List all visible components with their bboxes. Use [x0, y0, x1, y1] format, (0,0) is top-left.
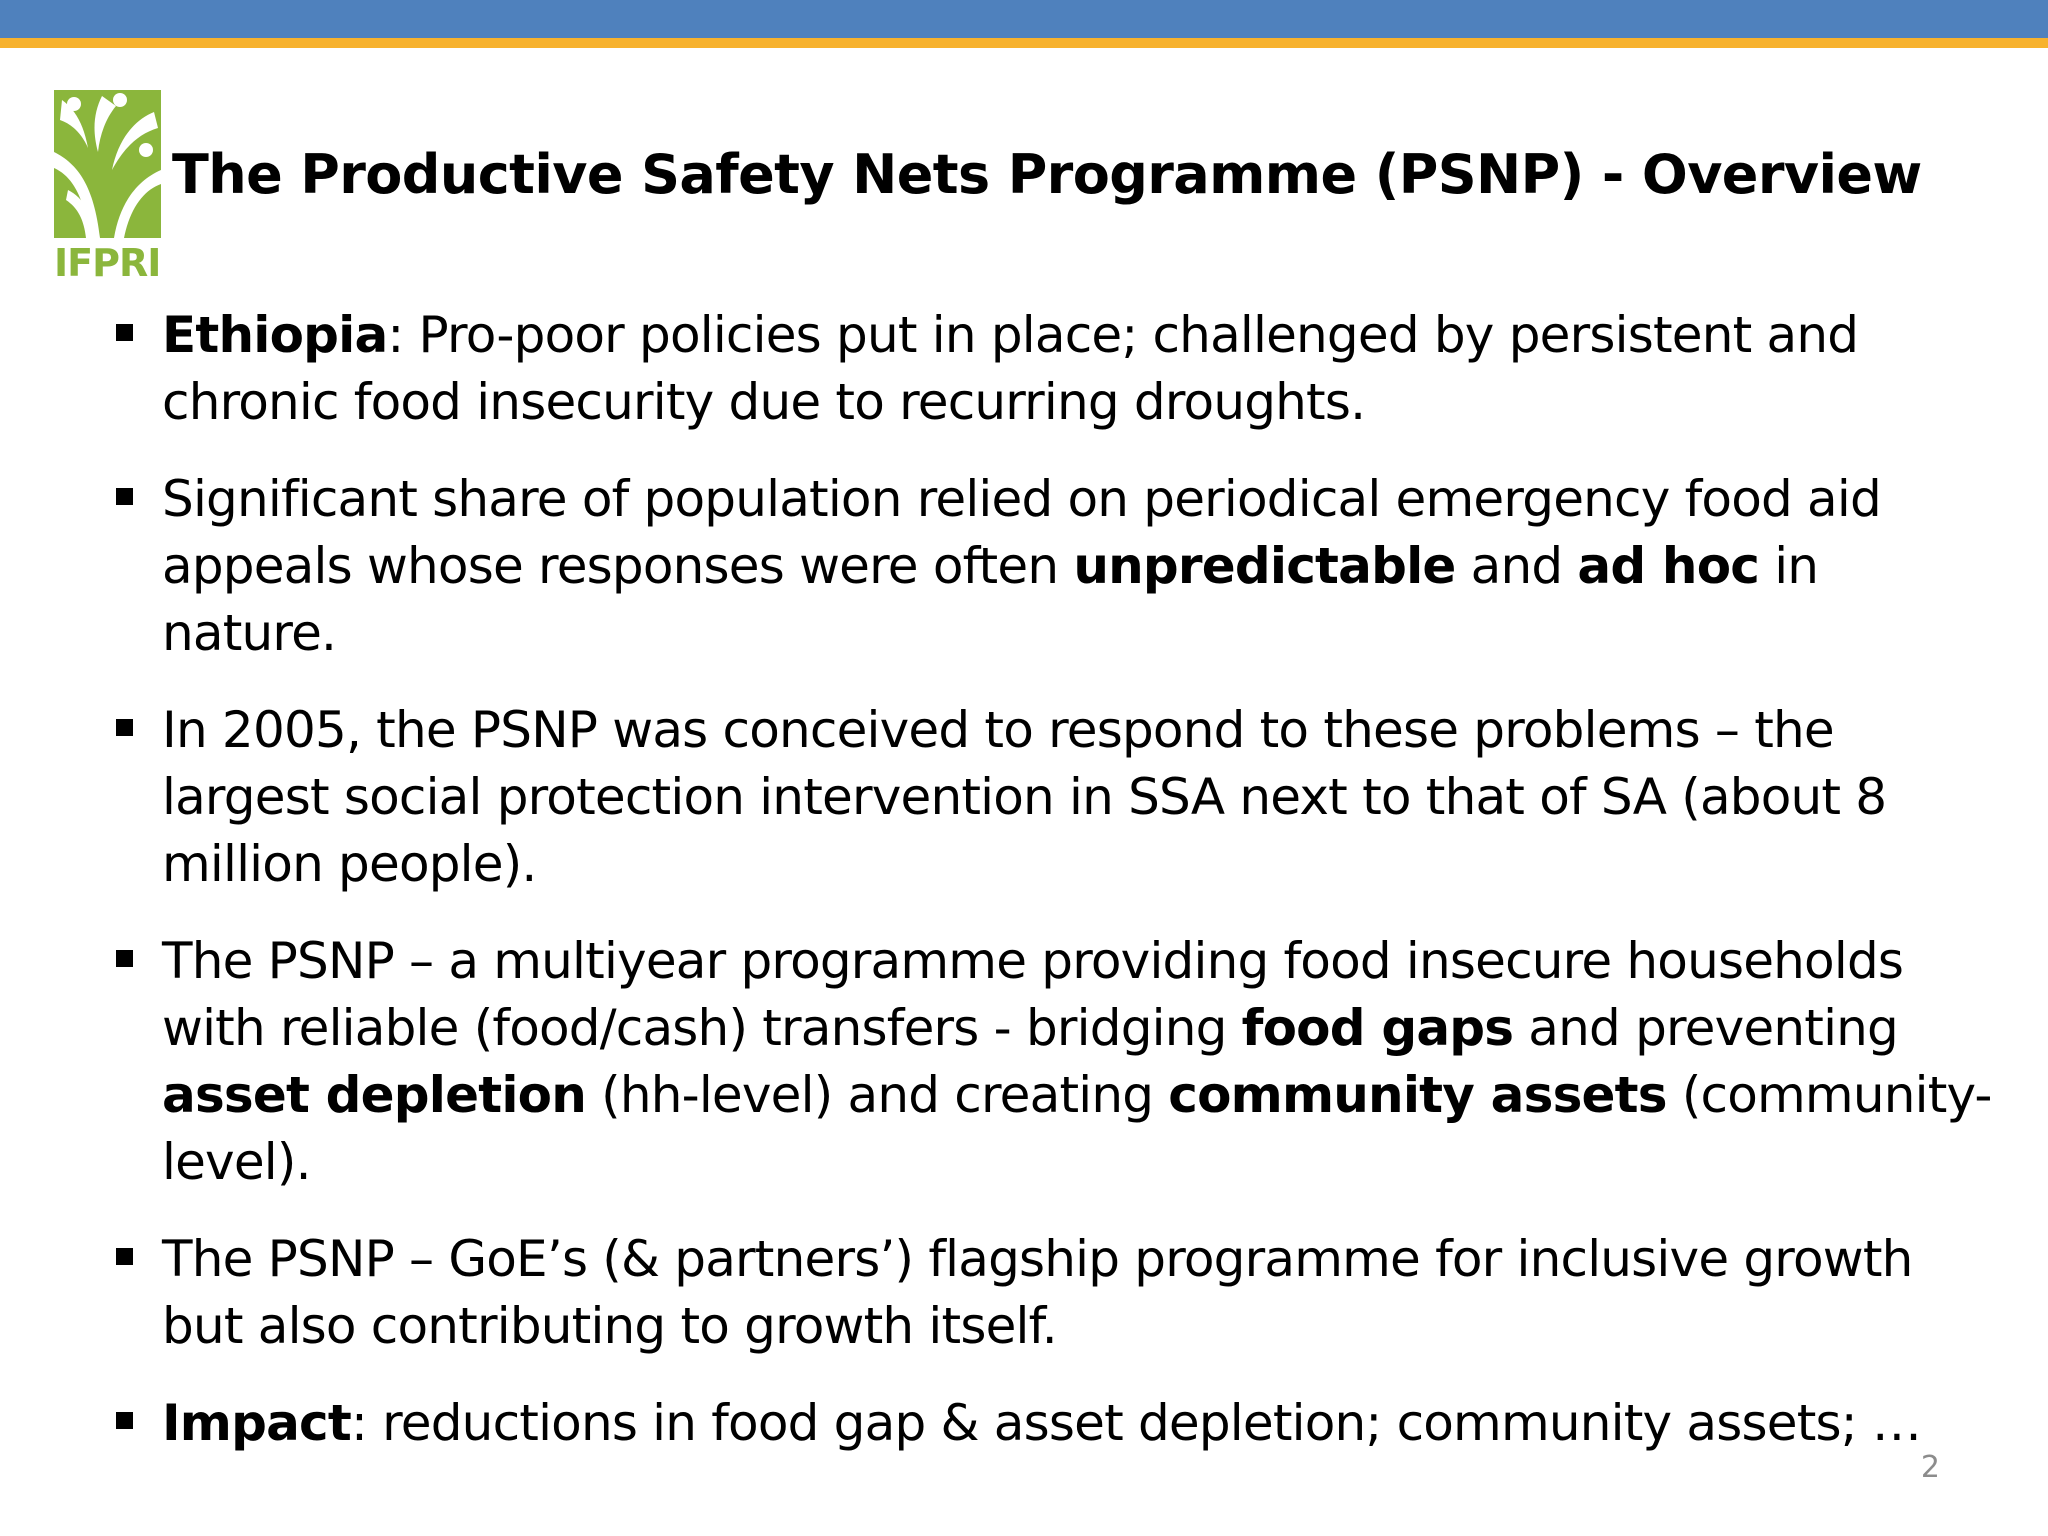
ifpri-logo-text: IFPRI [54, 241, 161, 285]
bold-term: community assets [1168, 1066, 1667, 1124]
text-run: (hh-level) and creating [586, 1066, 1169, 1124]
bold-term: ad hoc [1577, 537, 1760, 595]
text-run: and [1455, 537, 1578, 595]
text-run: : Pro-poor policies put in place; challenged by persistent and [387, 306, 1859, 364]
bullet-line [162, 1129, 2010, 1196]
text-run: level). [162, 1133, 311, 1191]
slide-number: 2 [1920, 1450, 1940, 1485]
bullet-line [162, 600, 2010, 667]
bullet-square-icon [116, 719, 133, 736]
bullet-item [110, 697, 2010, 898]
text-run: nature. [162, 604, 337, 662]
text-run: but also contributing to growth itself. [162, 1297, 1057, 1355]
bullet-list [110, 302, 2010, 1487]
bold-term: unpredictable [1073, 537, 1456, 595]
bullet-line [162, 697, 2010, 764]
text-run: (community- [1666, 1066, 1992, 1124]
top-banner-accent-stripe [0, 38, 2048, 48]
text-run: : reductions in food gap & asset depletion; community assets; … [350, 1394, 1922, 1452]
bullet-line [162, 1226, 2010, 1293]
bullet-square-icon [116, 1412, 133, 1429]
bold-term: Impact [162, 1394, 351, 1452]
text-run: million people). [162, 835, 537, 893]
bullet-line [162, 831, 2010, 898]
ifpri-logo [54, 90, 164, 290]
bullet-line [162, 928, 2010, 995]
text-run: in [1759, 537, 1819, 595]
bullet-item [110, 1390, 2010, 1457]
bullet-item [110, 302, 2010, 436]
text-run: In 2005, the PSNP was conceived to respond to these problems – the [162, 701, 1834, 759]
bullet-line [162, 1293, 2010, 1360]
bullet-item [110, 1226, 2010, 1360]
bullet-item [110, 466, 2010, 667]
bullet-square-icon [116, 1248, 133, 1265]
bullet-square-icon [116, 488, 133, 505]
bullet-line [162, 764, 2010, 831]
bold-term: food gaps [1241, 999, 1514, 1057]
bullet-square-icon [116, 324, 133, 341]
text-run: with reliable (food/cash) transfers - bridging [162, 999, 1242, 1057]
top-banner-band [0, 0, 2048, 38]
text-run: chronic food insecurity due to recurring droughts. [162, 373, 1366, 431]
text-run: The PSNP – GoE’s (& partners’) flagship programme for inclusive growth [162, 1230, 1913, 1288]
ifpri-logo-mark [54, 90, 161, 238]
bullet-line [162, 302, 2010, 369]
bullet-line [162, 369, 2010, 436]
bullet-item [110, 928, 2010, 1196]
bullet-square-icon [116, 950, 133, 967]
bullet-line [162, 1390, 2010, 1457]
text-run: largest social protection intervention in SSA next to that of SA (about 8 [162, 768, 1887, 826]
bullet-line [162, 995, 2010, 1062]
bullet-line [162, 1062, 2010, 1129]
bold-term: asset depletion [162, 1066, 587, 1124]
slide-title: The Productive Safety Nets Programme (PSNP) - Overview [172, 143, 1922, 206]
text-run: The PSNP – a multiyear programme providing food insecure households [162, 932, 1904, 990]
text-run: Significant share of population relied on periodical emergency food aid [162, 470, 1881, 528]
bullet-line [162, 533, 2010, 600]
text-run: appeals whose responses were often [162, 537, 1074, 595]
bullet-line [162, 466, 2010, 533]
text-run: and preventing [1513, 999, 1898, 1057]
bold-term: Ethiopia [162, 306, 388, 364]
